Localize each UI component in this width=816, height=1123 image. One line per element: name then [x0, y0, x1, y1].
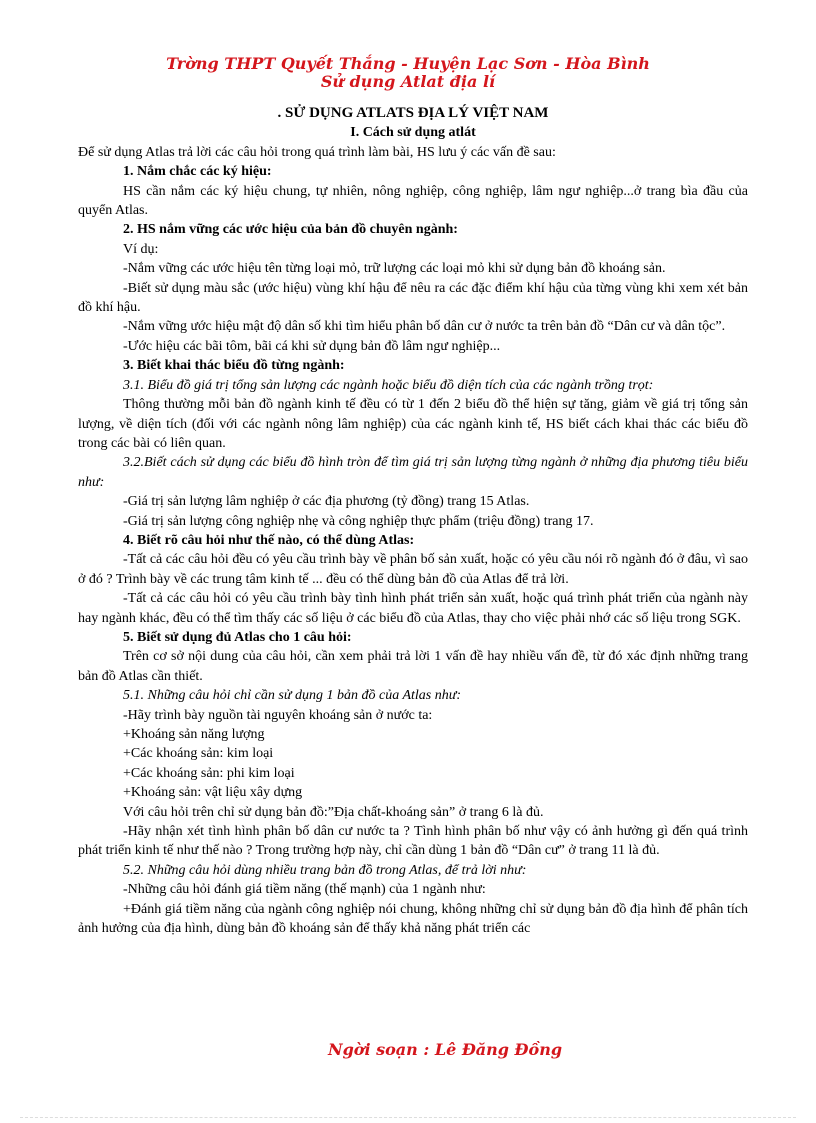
- paragraph: -Những câu hỏi đánh giá tiềm năng (thế mạnh) của 1 ngành như:: [123, 882, 486, 898]
- paragraph: -Giá trị sản lượng công nghiệp nhẹ và công nghiệp thực phẩm (triệu đồng) trang 17.: [123, 513, 594, 529]
- paragraph: HS cần nắm các ký hiệu chung, tự nhiên, nông nghiệp, công nghiệp, lâm ngư nghiệp...ở trang bìa đầu của quyển Atlas.: [78, 183, 748, 219]
- heading-2: 2. HS nắm vững các ước hiệu của bản đồ chuyên ngành:: [123, 222, 458, 238]
- intro-paragraph: Để sử dụng Atlas trả lời các câu hỏi trong quá trình làm bài, HS lưu ý các vấn đề sau:: [78, 144, 556, 160]
- page-bottom-divider: [20, 1117, 796, 1118]
- subheading-3-2: 3.2.Biết cách sử dụng các biểu đồ hình tròn để tìm giá trị sản lượng từng ngành ở những địa phương tiêu biểu như:: [78, 455, 748, 490]
- paragraph: -Nắm vững các ước hiệu tên từng loại mỏ, trữ lượng các loại mỏ khi sử dụng bản đồ khoáng sản.: [123, 261, 666, 277]
- paragraph: Thông thường mỗi bản đồ ngành kinh tế đều có từ 1 đến 2 biểu đồ thể hiện sự tăng, giảm về giá trị tổng sản lượng, về diện tích (đối với các ngành nông lâm nghiệp) của các ngành kinh tế, HS biết cách khai thác các biểu đồ trong các bài có liên quan.: [78, 397, 748, 451]
- paragraph: -Biết sử dụng màu sắc (ước hiệu) vùng khí hậu để nêu ra các đặc điểm khí hậu của từng vùng khi xem xét bản đồ khí hậu.: [78, 280, 748, 316]
- section-heading: I. Cách sử dụng atlát: [350, 125, 476, 141]
- heading-4: 4. Biết rõ câu hỏi như thế nào, có thể dùng Atlas:: [123, 532, 415, 548]
- list-item: +Khoáng sản: vật liệu xây dựng: [123, 785, 303, 801]
- paragraph: -Tất cả các câu hỏi đều có yêu cầu trình bày về phân bố sản xuất, hoặc có yêu cầu nói rõ ngành đó ở đâu, vì sao ở đó ? Trình bày về các trung tâm kinh tế ... đều có thể dùng bản đồ của Atlas để trả lời.: [78, 552, 748, 587]
- paragraph: -Hãy trình bày nguồn tài nguyên khoáng sản ở nước ta:: [123, 707, 433, 723]
- document-body: [78, 104, 748, 938]
- footer-author: Ngời soạn : Lê Đăng Đồng: [327, 1040, 563, 1059]
- paragraph: Với câu hỏi trên chỉ sử dụng bản đồ:”Địa chất-khoáng sản” ở trang 6 là đủ.: [123, 804, 544, 820]
- heading-5: 5. Biết sử dụng đủ Atlas cho 1 câu hỏi:: [123, 629, 352, 645]
- list-item: +Khoáng sản năng lượng: [123, 727, 265, 742]
- heading-1: 1. Nắm chắc các ký hiệu:: [123, 164, 272, 180]
- paragraph: -Ước hiệu các bãi tôm, bãi cá khi sử dụng bản đồ lâm ngư nghiệp...: [123, 338, 501, 354]
- list-item: +Các khoáng sản: kim loại: [123, 746, 274, 762]
- document-title: . SỬ DỤNG ATLATS ĐỊA LÝ VIỆT NAM: [277, 105, 549, 121]
- paragraph: -Nắm vững ước hiệu mật độ dân số khi tìm hiểu phân bố dân cư ở nước ta trên bản đồ “Dân cư và dân tộc”.: [123, 319, 726, 335]
- paragraph: +Đánh giá tiềm năng của ngành công nghiệp nói chung, không những chỉ sử dụng bản đồ địa hình để phân tích ảnh hưởng của địa hình, dùng bản đồ khoáng sản để thấy khả năng phát triển các: [78, 901, 748, 937]
- paragraph: -Hãy nhận xét tình hình phân bố dân cư nước ta ? Tình hình phân bố như vậy có ảnh hưởng gì đến quá trình phát triển kinh tế như thế nào ? Trong trường hợp này, chỉ cần dùng 1 bản đồ “Dân cư” ở trang 11 là đủ.: [78, 824, 748, 859]
- subheading-3-1: 3.1. Biểu đồ giá trị tổng sản lượng các ngành hoặc biểu đồ diện tích của các ngành trồng trọt:: [123, 377, 654, 393]
- list-item: +Các khoáng sản: phi kim loại: [123, 765, 295, 781]
- header-subject-line: Sử dụng Atlat địa lí: [320, 72, 496, 91]
- subheading-5-2: 5.2. Những câu hỏi dùng nhiều trang bản đồ trong Atlas, để trả lời như:: [123, 862, 527, 878]
- paragraph: -Tất cả các câu hỏi có yêu cầu trình bày tình hình phát triển sản xuất, hoặc quá trình phát triển của ngành này hay ngành khác, đều có thể tìm thấy các số liệu ở các biểu đồ của Atlas, thay cho việc phải nhớ các số liệu trong SGK.: [78, 591, 748, 626]
- paragraph: -Giá trị sản lượng lâm nghiệp ở các địa phương (tỷ đồng) trang 15 Atlas.: [123, 494, 530, 510]
- paragraph: Trên cơ sở nội dung của câu hỏi, cần xem phải trả lời 1 vấn đề hay nhiều vấn đề, từ đó xác định những trang bản đồ Atlas cần thiết.: [78, 649, 748, 684]
- heading-3: 3. Biết khai thác biểu đồ từng ngành:: [123, 358, 345, 374]
- header-school-line: Trờng THPT Quyết Thắng - Huyện Lạc Sơn - Hòa Bình: [166, 54, 650, 73]
- paragraph: Ví dụ:: [123, 241, 159, 257]
- subheading-5-1: 5.1. Những câu hỏi chỉ cần sử dụng 1 bản đồ của Atlas như:: [123, 688, 462, 704]
